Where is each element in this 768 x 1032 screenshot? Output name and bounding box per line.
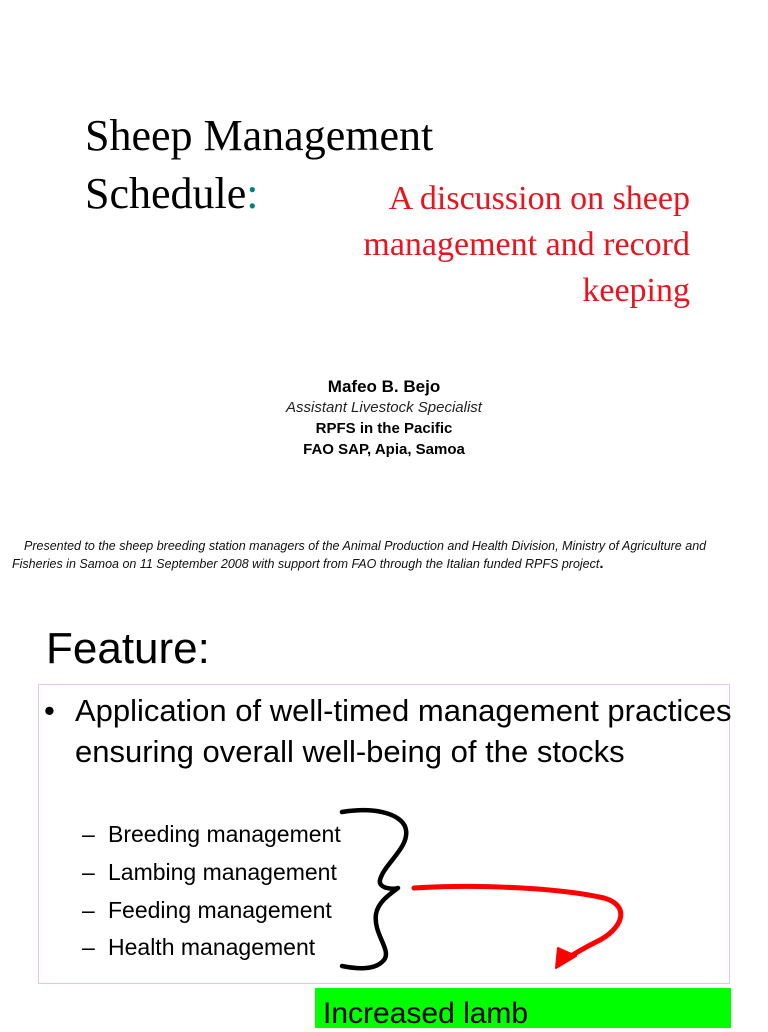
sub-item-dash: – [82, 897, 95, 923]
arrow-head-icon [556, 948, 576, 968]
result-box [315, 988, 731, 1028]
presentation-note-line-1: Presented to the sheep breeding station managers of the Animal Production and Health Division, Ministry of Agriculture and [24, 539, 707, 553]
sub-item-dash: – [82, 859, 95, 885]
bullet-text: Application of well-timed management practices ensuring overall well-being of the stocks [75, 693, 732, 769]
subtitle: A discussion on sheep management and record keeping [363, 180, 690, 309]
feature-heading: Feature: [46, 624, 210, 673]
sub-item-label: Feeding management [108, 897, 332, 923]
sub-item-label: Lambing management [108, 859, 337, 885]
author-org-2: FAO SAP, Apia, Samoa [303, 441, 465, 458]
title-colon: : [246, 169, 259, 218]
curved-arrow-icon [414, 886, 621, 962]
result-box-text: Increased lamb [323, 997, 529, 1030]
curly-brace-icon [342, 810, 406, 968]
bullet-dot: • [44, 693, 55, 728]
sub-item-dash: – [82, 821, 95, 847]
author-name: Mafeo B. Bejo [327, 377, 441, 396]
title-line-1: Sheep Management [85, 111, 434, 160]
sub-item-label: Health management [108, 934, 316, 960]
presentation-note-period: . [599, 555, 604, 572]
sub-item-dash: – [82, 934, 95, 960]
author-org-1: RPFS in the Pacific [315, 420, 453, 437]
author-role: Assistant Livestock Specialist [286, 399, 482, 416]
presentation-note-text: Fisheries in Samoa on 11 September 2008 with support from FAO through the Italian funded RPFS project [12, 557, 600, 571]
sub-item-label: Breeding management [108, 821, 341, 847]
title-word: Schedule [85, 169, 247, 218]
